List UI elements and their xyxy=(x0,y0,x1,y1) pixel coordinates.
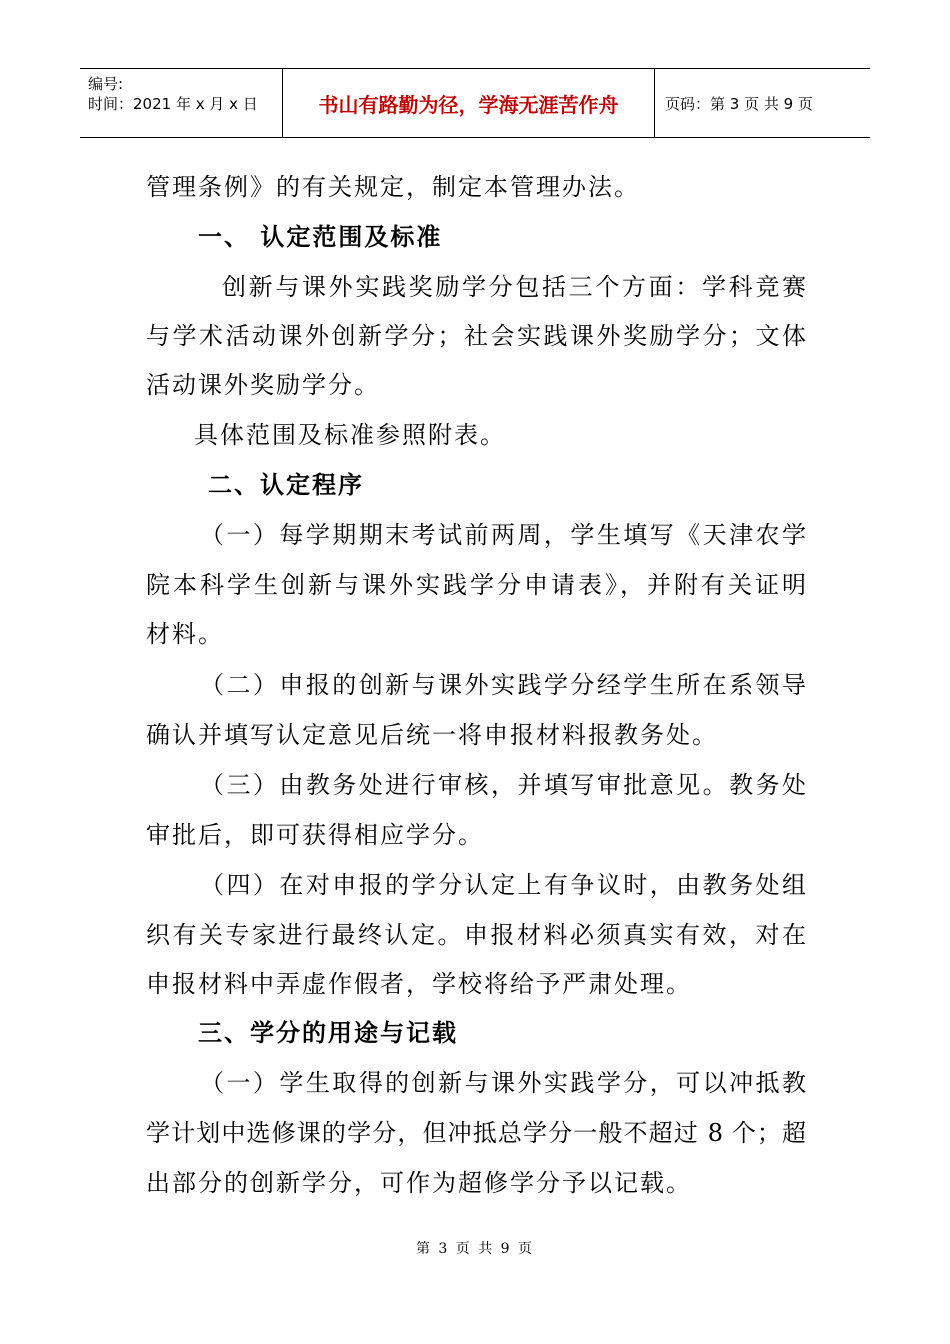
paragraph-line: 材料。 xyxy=(146,620,224,648)
paragraph-line: 出部分的创新学分，可作为超修学分予以记载。 xyxy=(146,1169,692,1197)
section-heading-1: 一、 认定范围及标准 xyxy=(198,223,443,251)
document-number-label: 编号: xyxy=(88,75,124,93)
page-header xyxy=(80,68,870,138)
paragraph-line: （二）申报的创新与课外实践学分经学生所在系领导 xyxy=(200,671,806,699)
paragraph-line: （一）学生取得的创新与课外实践学分，可以冲抵教 xyxy=(200,1069,806,1097)
paragraph-line: 具体范围及标准参照附表。 xyxy=(194,421,506,449)
paragraph-line: 学计划中选修课的学分，但冲抵总学分一般不超过 8 个；超 xyxy=(146,1119,806,1147)
header-motto: 书山有路勤为径，学海无涯苦作舟 xyxy=(282,69,655,137)
paragraph-line: 与学术活动课外创新学分；社会实践课外奖励学分；文体 xyxy=(146,322,806,350)
paragraph-line: 院本科学生创新与课外实践学分申请表》，并附有关证明 xyxy=(146,571,806,599)
section-heading-3: 三、学分的用途与记载 xyxy=(198,1019,458,1047)
header-meta xyxy=(80,69,282,137)
paragraph-line: 创新与课外实践奖励学分包括三个方面：学科竞赛 xyxy=(222,273,806,301)
paragraph-line: 申报材料中弄虚作假者，学校将给予严肃处理。 xyxy=(146,970,692,998)
document-date: 时间：2021 年 x 月 x 日 xyxy=(88,95,258,113)
paragraph-line: 审批后，即可获得相应学分。 xyxy=(146,821,484,849)
paragraph-line: 管理条例》的有关规定，制定本管理办法。 xyxy=(146,173,640,201)
paragraph-line: （四）在对申报的学分认定上有争议时，由教务处组 xyxy=(200,871,806,899)
header-page-info: 页码：第 3 页 共 9 页 xyxy=(665,94,813,113)
section-heading-2: 二、认定程序 xyxy=(208,471,364,499)
paragraph-line: 确认并填写认定意见后统一将申报材料报教务处。 xyxy=(146,721,718,749)
paragraph-line: （三）由教务处进行审核，并填写审批意见。教务处 xyxy=(200,771,806,799)
paragraph-line: （一）每学期期末考试前两周，学生填写《天津农学 xyxy=(200,521,806,549)
page-footer: 第 3 页 共 9 页 xyxy=(415,1241,535,1257)
paragraph-line: 织有关专家进行最终认定。申报材料必须真实有效，对在 xyxy=(146,921,806,949)
paragraph-line: 活动课外奖励学分。 xyxy=(146,371,380,399)
